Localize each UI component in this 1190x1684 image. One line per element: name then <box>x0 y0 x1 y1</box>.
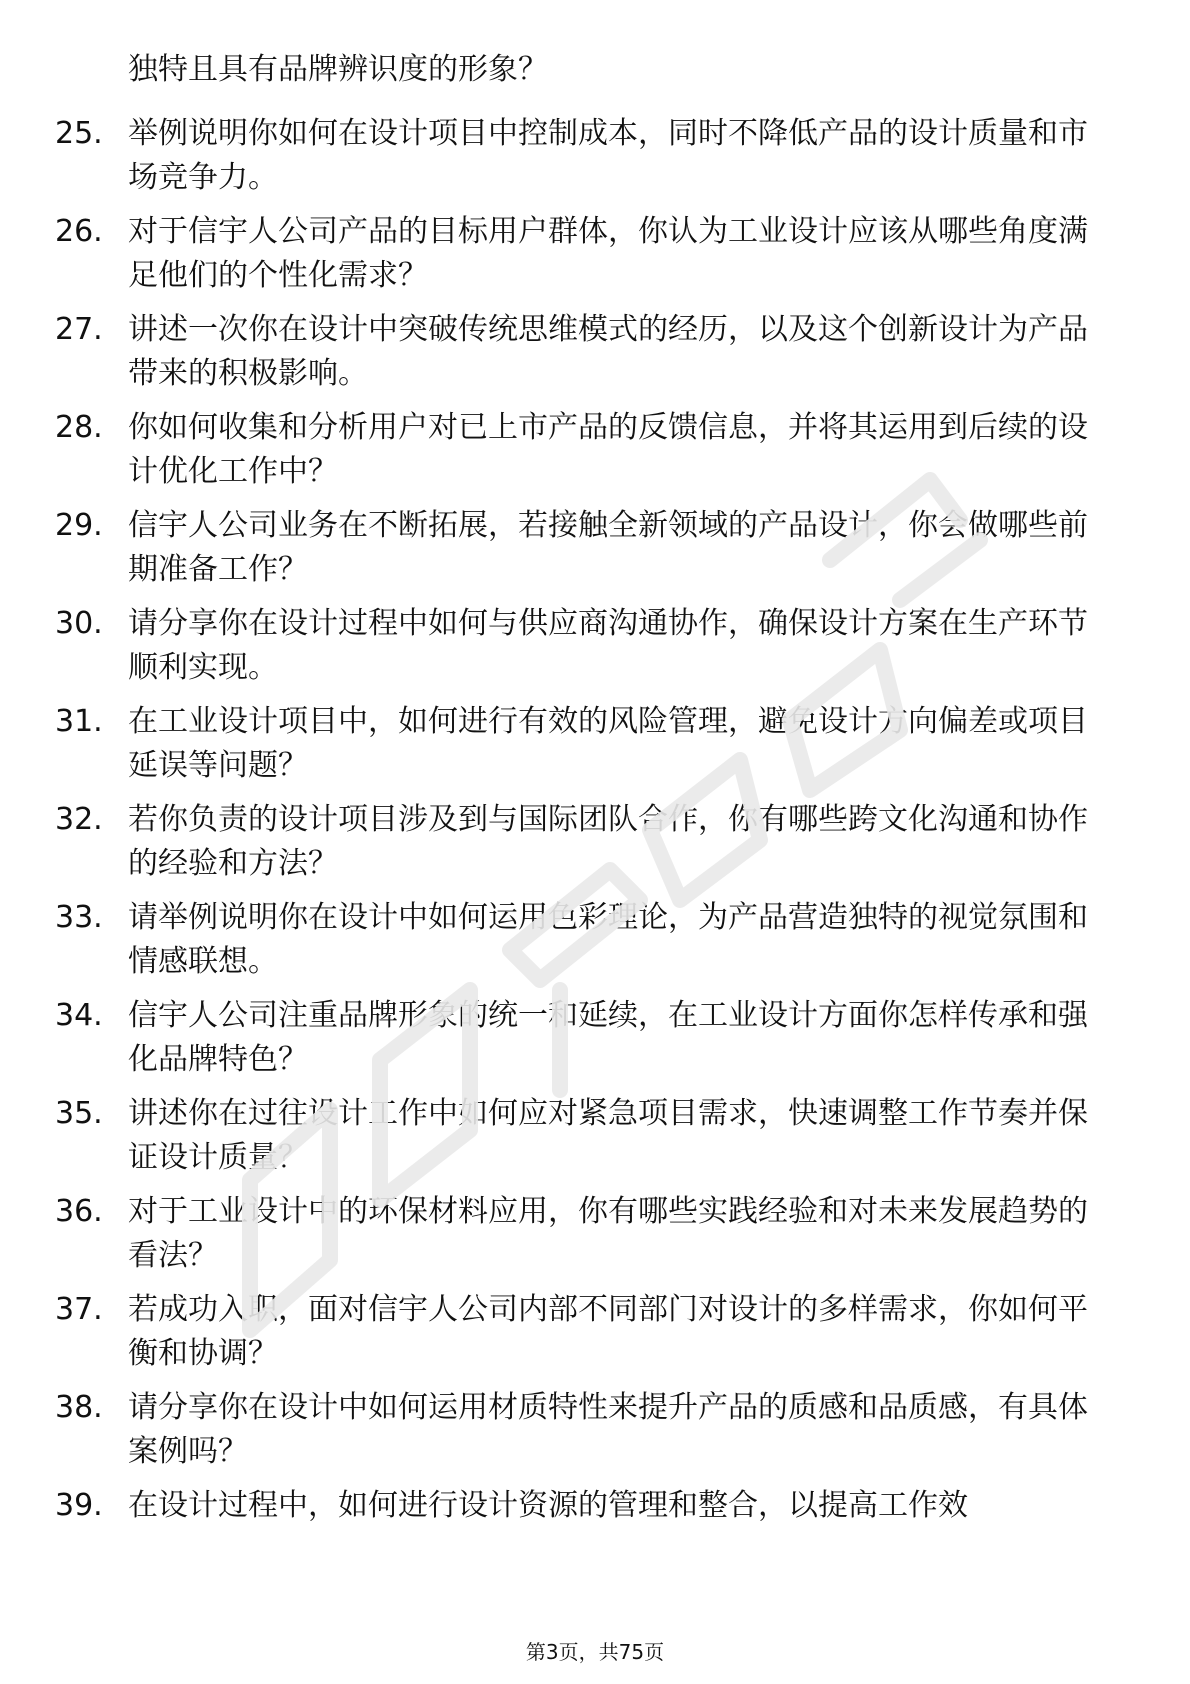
question-text: 讲述你在过往设计工作中如何应对紧急项目需求，快速调整工作节奏并保证设计质量？ <box>128 1096 1088 1175</box>
question-text: 若你负责的设计项目涉及到与国际团队合作，你有哪些跨文化沟通和协作的经验和方法？ <box>128 802 1088 881</box>
question-number: 29. <box>55 508 103 543</box>
continuation-text: 独特且具有品牌辨识度的形象？ <box>128 52 548 87</box>
question-item <box>0 1288 1190 1386</box>
question-item <box>0 1484 1190 1582</box>
question-item <box>0 1092 1190 1190</box>
question-number: 33. <box>55 900 103 935</box>
question-item <box>0 504 1190 602</box>
question-item <box>0 112 1190 210</box>
question-item <box>0 210 1190 308</box>
question-text: 在工业设计项目中，如何进行有效的风险管理，避免设计方向偏差或项目延误等问题？ <box>128 704 1088 783</box>
question-item <box>0 994 1190 1092</box>
question-text: 讲述一次你在设计中突破传统思维模式的经历，以及这个创新设计为产品带来的积极影响。 <box>128 312 1088 391</box>
question-text: 你如何收集和分析用户对已上市产品的反馈信息，并将其运用到后续的设计优化工作中？ <box>128 410 1088 489</box>
question-text: 信宇人公司注重品牌形象的统一和延续，在工业设计方面你怎样传承和强化品牌特色？ <box>128 998 1088 1077</box>
question-text: 在设计过程中，如何进行设计资源的管理和整合，以提高工作效 <box>128 1488 968 1523</box>
question-text: 对于信宇人公司产品的目标用户群体，你认为工业设计应该从哪些角度满足他们的个性化需求？ <box>128 214 1088 293</box>
question-item <box>0 602 1190 700</box>
question-number: 32. <box>55 802 103 837</box>
question-number: 35. <box>55 1096 103 1131</box>
question-item <box>0 798 1190 896</box>
question-number: 38. <box>55 1390 103 1425</box>
question-text: 若成功入职，面对信宇人公司内部不同部门对设计的多样需求，你如何平衡和协调？ <box>128 1292 1088 1371</box>
question-item <box>0 896 1190 994</box>
question-list <box>0 112 1190 1582</box>
question-number: 37. <box>55 1292 103 1327</box>
question-number: 26. <box>55 214 103 249</box>
question-number: 39. <box>55 1488 103 1523</box>
question-text: 信宇人公司业务在不断拓展，若接触全新领域的产品设计，你会做哪些前期准备工作？ <box>128 508 1088 587</box>
question-text: 举例说明你如何在设计项目中控制成本，同时不降低产品的设计质量和市场竞争力。 <box>128 116 1088 195</box>
question-number: 27. <box>55 312 103 347</box>
question-item <box>0 1190 1190 1288</box>
question-item <box>0 700 1190 798</box>
question-text: 请举例说明你在设计中如何运用色彩理论，为产品营造独特的视觉氛围和情感联想。 <box>128 900 1088 979</box>
question-number: 34. <box>55 998 103 1033</box>
question-number: 31. <box>55 704 103 739</box>
question-item <box>0 1386 1190 1484</box>
question-item <box>0 308 1190 406</box>
page-footer: 第3页，共75页 <box>525 1640 665 1664</box>
question-number: 25. <box>55 116 103 151</box>
question-text: 请分享你在设计中如何运用材质特性来提升产品的质感和品质感，有具体案例吗？ <box>128 1390 1088 1469</box>
question-text: 请分享你在设计过程中如何与供应商沟通协作，确保设计方案在生产环节顺利实现。 <box>128 606 1088 685</box>
question-item <box>0 406 1190 504</box>
question-number: 28. <box>55 410 103 445</box>
question-number: 36. <box>55 1194 103 1229</box>
question-number: 30. <box>55 606 103 641</box>
question-text: 对于工业设计中的环保材料应用，你有哪些实践经验和对未来发展趋势的看法？ <box>128 1194 1088 1273</box>
